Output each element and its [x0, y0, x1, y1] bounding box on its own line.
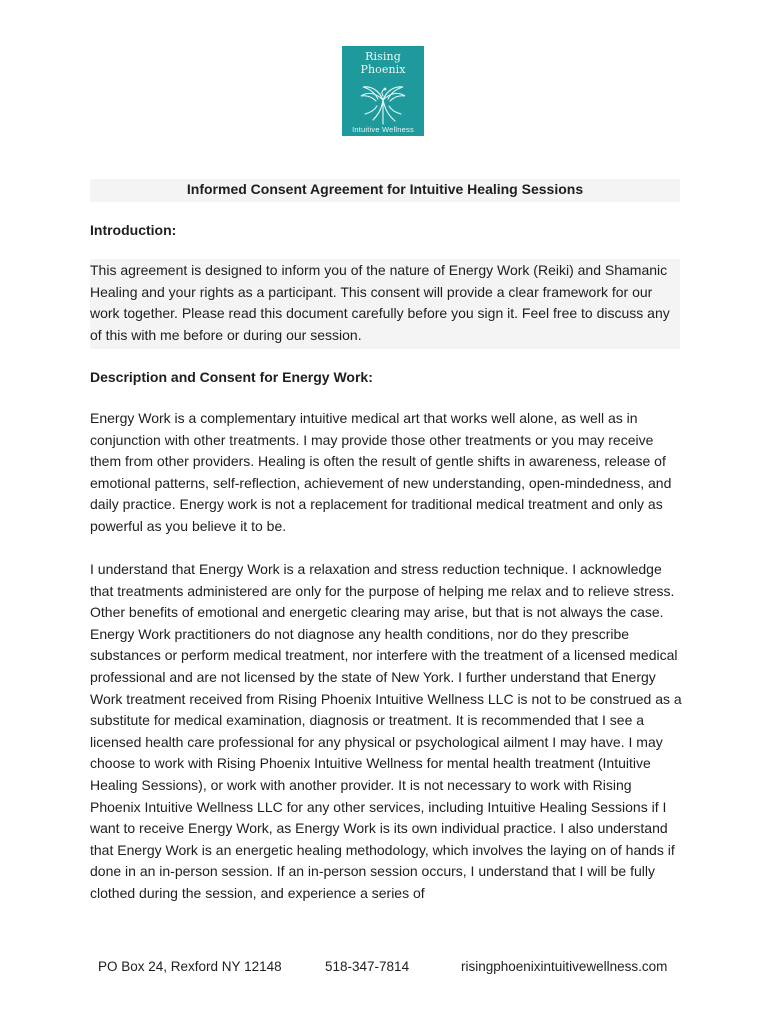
footer-phone: 518-347-7814	[325, 959, 410, 974]
phoenix-icon	[355, 78, 411, 128]
energy-work-paragraph-1: Energy Work is a complementary intuitive medical art that works well alone, as well as in conjunction with other treatments. I may provide those other treatments or you may receive them from other providers. Healing is often the result of gentle shifts in awareness, release of emotional patterns, self-reflection, achievement of new understanding, open-mindedness, and daily practice. Energy work is not a replacement for traditional medical treatment and only as powerful as you believe it to be.	[90, 410, 672, 534]
footer-website: risingphoenixintuitivewellness.com	[461, 959, 668, 974]
logo-brand-name: Rising Phoenix	[360, 50, 406, 76]
introduction-paragraph: This agreement is designed to inform you of the nature of Energy Work (Reiki) and Shamanic Healing and your rights as a participant. This consent will provide a clear framework for our work together. Please read this document carefully before you sign it. Feel free to discuss any of this with me before or during our session.	[90, 262, 670, 343]
company-logo	[342, 46, 424, 136]
document-title: Informed Consent Agreement for Intuitive Healing Sessions	[186, 181, 584, 197]
logo-tagline: Intuitive Wellness	[352, 125, 414, 134]
footer-address: PO Box 24, Rexford NY 12148	[98, 959, 282, 974]
energy-work-heading: Description and Consent for Energy Work:	[90, 369, 373, 385]
introduction-heading: Introduction:	[90, 222, 177, 238]
energy-work-paragraph-2: I understand that Energy Work is a relaxation and stress reduction technique. I acknowledge that treatments administered are only for the purpose of helping me relax and to relieve stress. Other benefits of emotional and energetic clearing may arise, but that is not always the case. Energy Work practitioners do not diagnose any health conditions, nor do they prescribe substances or perform medical treatment, nor interfere with the treatment of a licensed medical professional and are not licensed by the state of New York. I further understand that Energy Work treatment received from Rising Phoenix Intuitive Wellness LLC is not to be construed as a substitute for medical examination, diagnosis or treatment. It is recommended that I see a licensed health care professional for any physical or psychological ailment I may have. I may choose to work with Rising Phoenix Intuitive Wellness for mental health treatment (Intuitive Healing Sessions), or work with another provider. It is not necessary to work with Rising Phoenix Intuitive Wellness LLC for any other services, including Intuitive Healing Sessions if I want to receive Energy Work, as Energy Work is its own individual practice. I also understand that Energy Work is an energetic healing methodology, which involves the laying on of hands if done in an in-person session. If an in-person session occurs, I understand that I will be fully clothed during the session, and experience a series of	[90, 561, 682, 901]
